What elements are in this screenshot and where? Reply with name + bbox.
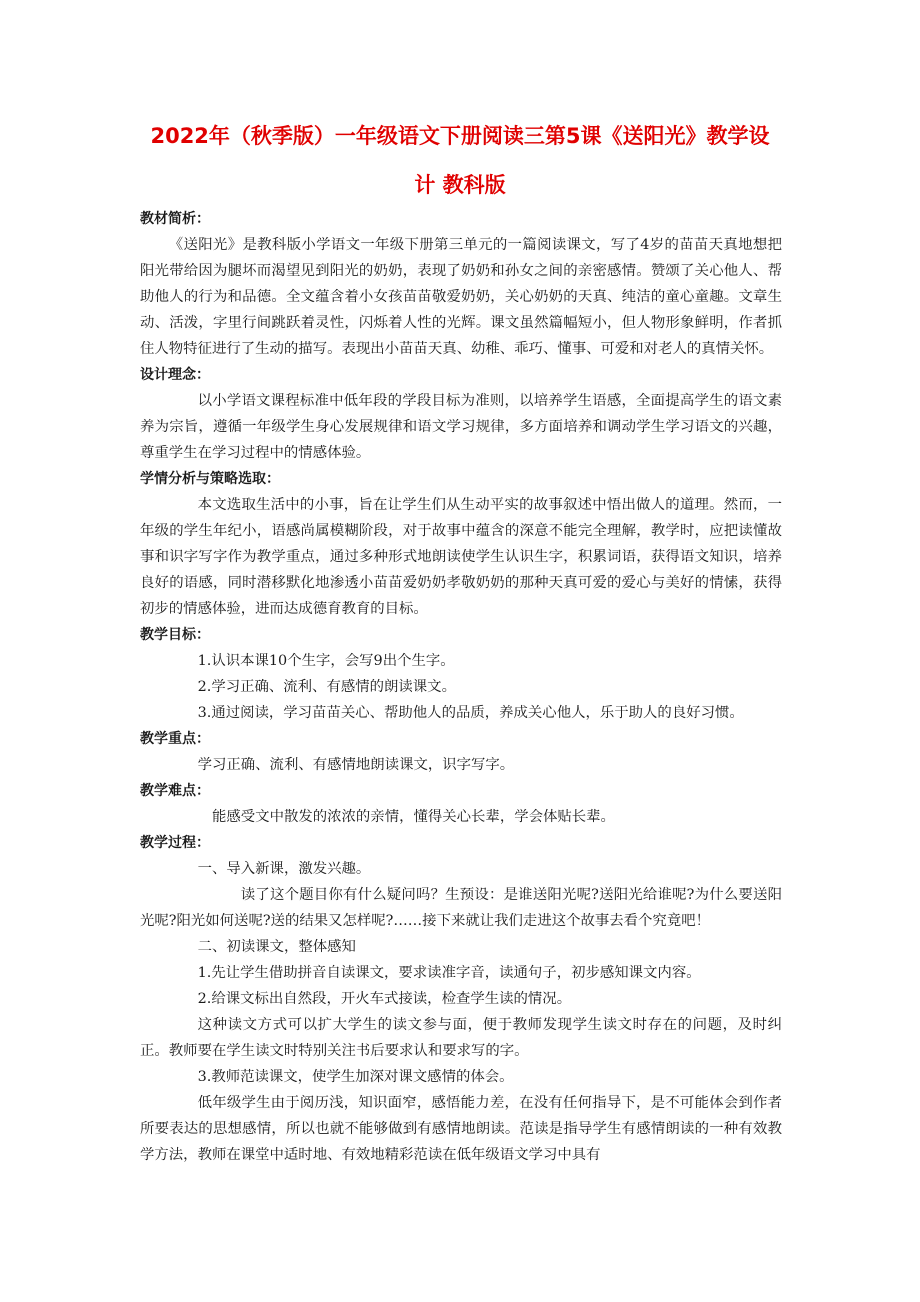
section-heading-goals: 教学目标： bbox=[140, 627, 210, 643]
process-step-2-note: 这种读文方式可以扩大学生的读文参与面，便于教师发现学生读文时存在的问题，及时纠正。教师要在学生读文时特别关注书后要求认和要求写的字。 bbox=[140, 1017, 782, 1059]
difficulty-paragraph: 能感受文中散发的浓浓的亲情，懂得关心长辈，学会体贴长辈。 bbox=[212, 809, 615, 825]
process-step-2-item-1: 1.先让学生借助拼音自读课文，要求读准字音，读通句子，初步感知课文内容。 bbox=[197, 965, 701, 981]
section-heading-material: 教材简析： bbox=[140, 211, 210, 227]
section-heading-process: 教学过程： bbox=[140, 835, 210, 851]
section-heading-analysis: 学情分析与策略选取： bbox=[140, 471, 280, 487]
goal-item-3: 3.通过阅读，学习苗苗关心、帮助他人的品质，养成关心他人，乐于助人的良好习惯。 bbox=[197, 705, 744, 721]
goal-item-1: 1.认识本课10个生字，会写9出个生字。 bbox=[197, 653, 455, 669]
document-title-line-2: 计 教科版 bbox=[414, 173, 506, 197]
document-body bbox=[140, 206, 782, 1168]
process-step-1: 一、导入新课，激发兴趣。 bbox=[197, 861, 371, 877]
analysis-paragraph: 本文选取生活中的小事，旨在让学生们从生动平实的故事叙述中悟出做人的道理。然而，一年级的学生年纪小，语感尚属模糊阶段，对于故事中蕴含的深意不能完全理解，教学时，应把读懂故事和识字写字作为教学重点，通过多种形式地朗读使学生认识生字，积累词语，获得语文知识，培养良好的语感，同时潜移默化地渗透小苗苗爱奶奶孝敬奶奶的那种天真可爱的爱心与美好的情愫，获得初步的情感体验，进而达成德育教育的目标。 bbox=[140, 497, 782, 617]
section-heading-key: 教学重点： bbox=[140, 731, 210, 747]
process-step-1-text: 读了这个题目你有什么疑问吗？生预设：是谁送阳光呢?送阳光给谁呢?为什么要送阳光呢?阳光如何送呢?送的结果又怎样呢?……接下来就让我们走进这个故事去看个究竟吧！ bbox=[140, 887, 782, 929]
process-step-2-item-3: 3.教师范读课文，使学生加深对课文感情的体会。 bbox=[197, 1069, 514, 1085]
process-step-2: 二、初读课文，整体感知 bbox=[197, 939, 356, 955]
goal-item-2: 2.学习正确、流利、有感情的朗读课文。 bbox=[197, 679, 456, 695]
section-heading-concept: 设计理念： bbox=[140, 367, 210, 383]
concept-paragraph: 以小学语文课程标准中低年段的学段目标为准则，以培养学生语感，全面提高学生的语文素养为宗旨，遵循一年级学生身心发展规律和语文学习规律，多方面培养和调动学生学习语文的兴趣，尊重学生在学习过程中的情感体验。 bbox=[140, 393, 782, 461]
material-paragraph: 《送阳光》是教科版小学语文一年级下册第三单元的一篇阅读课文，写了4岁的苗苗天真地想把阳光带给因为腿坏而渴望见到阳光的奶奶，表现了奶奶和孙女之间的亲密感情。赞颂了关心他人、帮助他人的行为和品德。全文蕴含着小女孩苗苗敬爱奶奶，关心奶奶的天真、纯洁的童心童趣。文章生动、活泼，字里行间跳跃着灵性，闪烁着人性的光辉。课文虽然篇幅短小，但人物形象鲜明，作者抓住人物特征进行了生动的描写。表现出小苗苗天真、幼稚、乖巧、懂事、可爱和对老人的真情关怀。 bbox=[140, 237, 782, 357]
section-heading-difficulty: 教学难点： bbox=[140, 783, 210, 799]
process-step-2-explanation: 低年级学生由于阅历浅，知识面窄，感悟能力差，在没有任何指导下，是不可能体会到作者所要表达的思想感情，所以也就不能够做到有感情地朗读。范读是指导学生有感情朗读的一种有效教学方法，教师在课堂中适时地、有效地精彩范读在低年级语文学习中具有 bbox=[140, 1095, 782, 1163]
key-paragraph: 学习正确、流利、有感情地朗读课文，识字写字。 bbox=[197, 757, 515, 773]
process-step-2-item-2: 2.给课文标出自然段，开火车式接读，检查学生读的情况。 bbox=[197, 991, 572, 1007]
document-title-line-1: 2022年（秋季版）一年级语文下册阅读三第5课《送阳光》教学设 bbox=[150, 124, 770, 148]
